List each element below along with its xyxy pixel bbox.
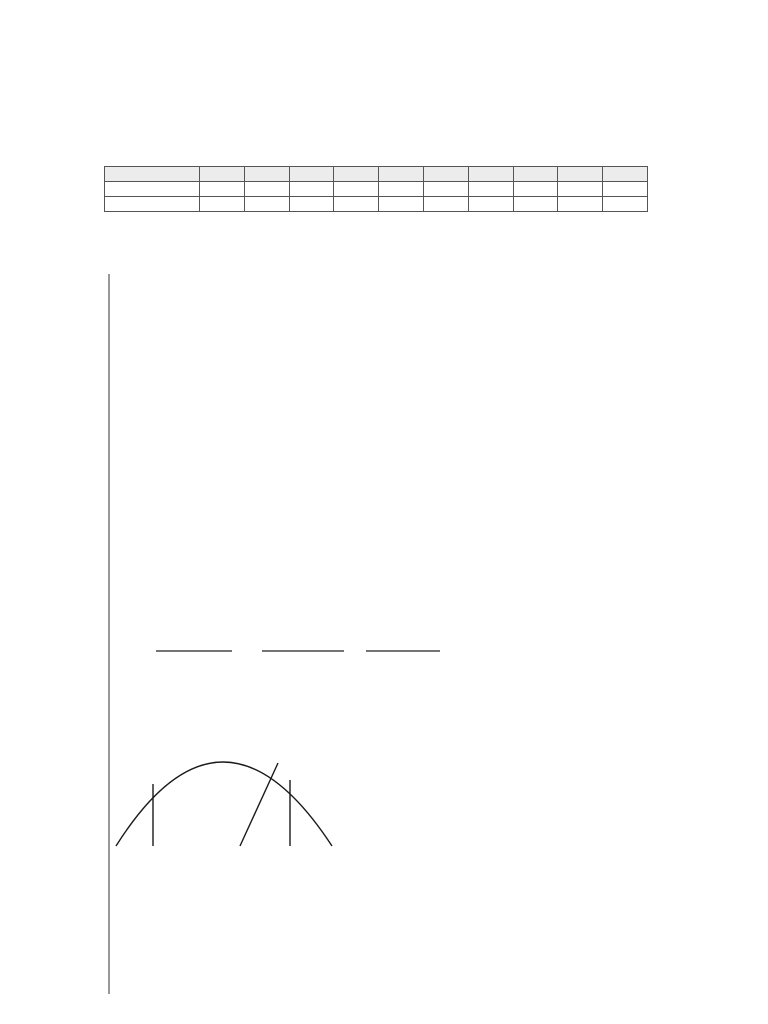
grades-cell	[558, 197, 603, 212]
grades-header-cell	[558, 167, 603, 182]
grades-cell	[468, 182, 513, 197]
rejection-region-sketch	[116, 762, 332, 846]
grades-row-prueba1	[105, 182, 648, 197]
grades-cell	[289, 182, 334, 197]
grades-header-cell	[468, 167, 513, 182]
handwritten-notebook-page	[0, 268, 768, 1024]
grades-table	[104, 166, 648, 212]
grades-cell	[200, 197, 245, 212]
grades-cell	[603, 182, 648, 197]
grades-cell	[334, 197, 379, 212]
grades-cell	[244, 182, 289, 197]
grades-cell	[244, 197, 289, 212]
grades-cell	[468, 197, 513, 212]
grades-header-cell	[379, 167, 424, 182]
grades-header-cell	[603, 167, 648, 182]
grades-cell	[289, 197, 334, 212]
grades-header-cell	[513, 167, 558, 182]
grades-header-cell	[105, 167, 200, 182]
grades-cell	[105, 197, 200, 212]
grades-cell	[334, 182, 379, 197]
grades-header-cell	[423, 167, 468, 182]
distribution-curve	[116, 762, 332, 846]
grades-row-prueba2	[105, 197, 648, 212]
rs-arrow	[240, 763, 278, 846]
grades-cell	[379, 197, 424, 212]
grades-header-cell	[200, 167, 245, 182]
grades-cell	[558, 182, 603, 197]
grades-cell	[200, 182, 245, 197]
grades-header-row	[105, 167, 648, 182]
grades-cell	[379, 182, 424, 197]
grades-cell	[513, 197, 558, 212]
grades-cell	[423, 182, 468, 197]
grades-header-cell	[244, 167, 289, 182]
grades-header-cell	[289, 167, 334, 182]
grades-cell	[603, 197, 648, 212]
grades-cell	[423, 197, 468, 212]
grades-header-cell	[334, 167, 379, 182]
grades-cell	[513, 182, 558, 197]
grades-cell	[105, 182, 200, 197]
